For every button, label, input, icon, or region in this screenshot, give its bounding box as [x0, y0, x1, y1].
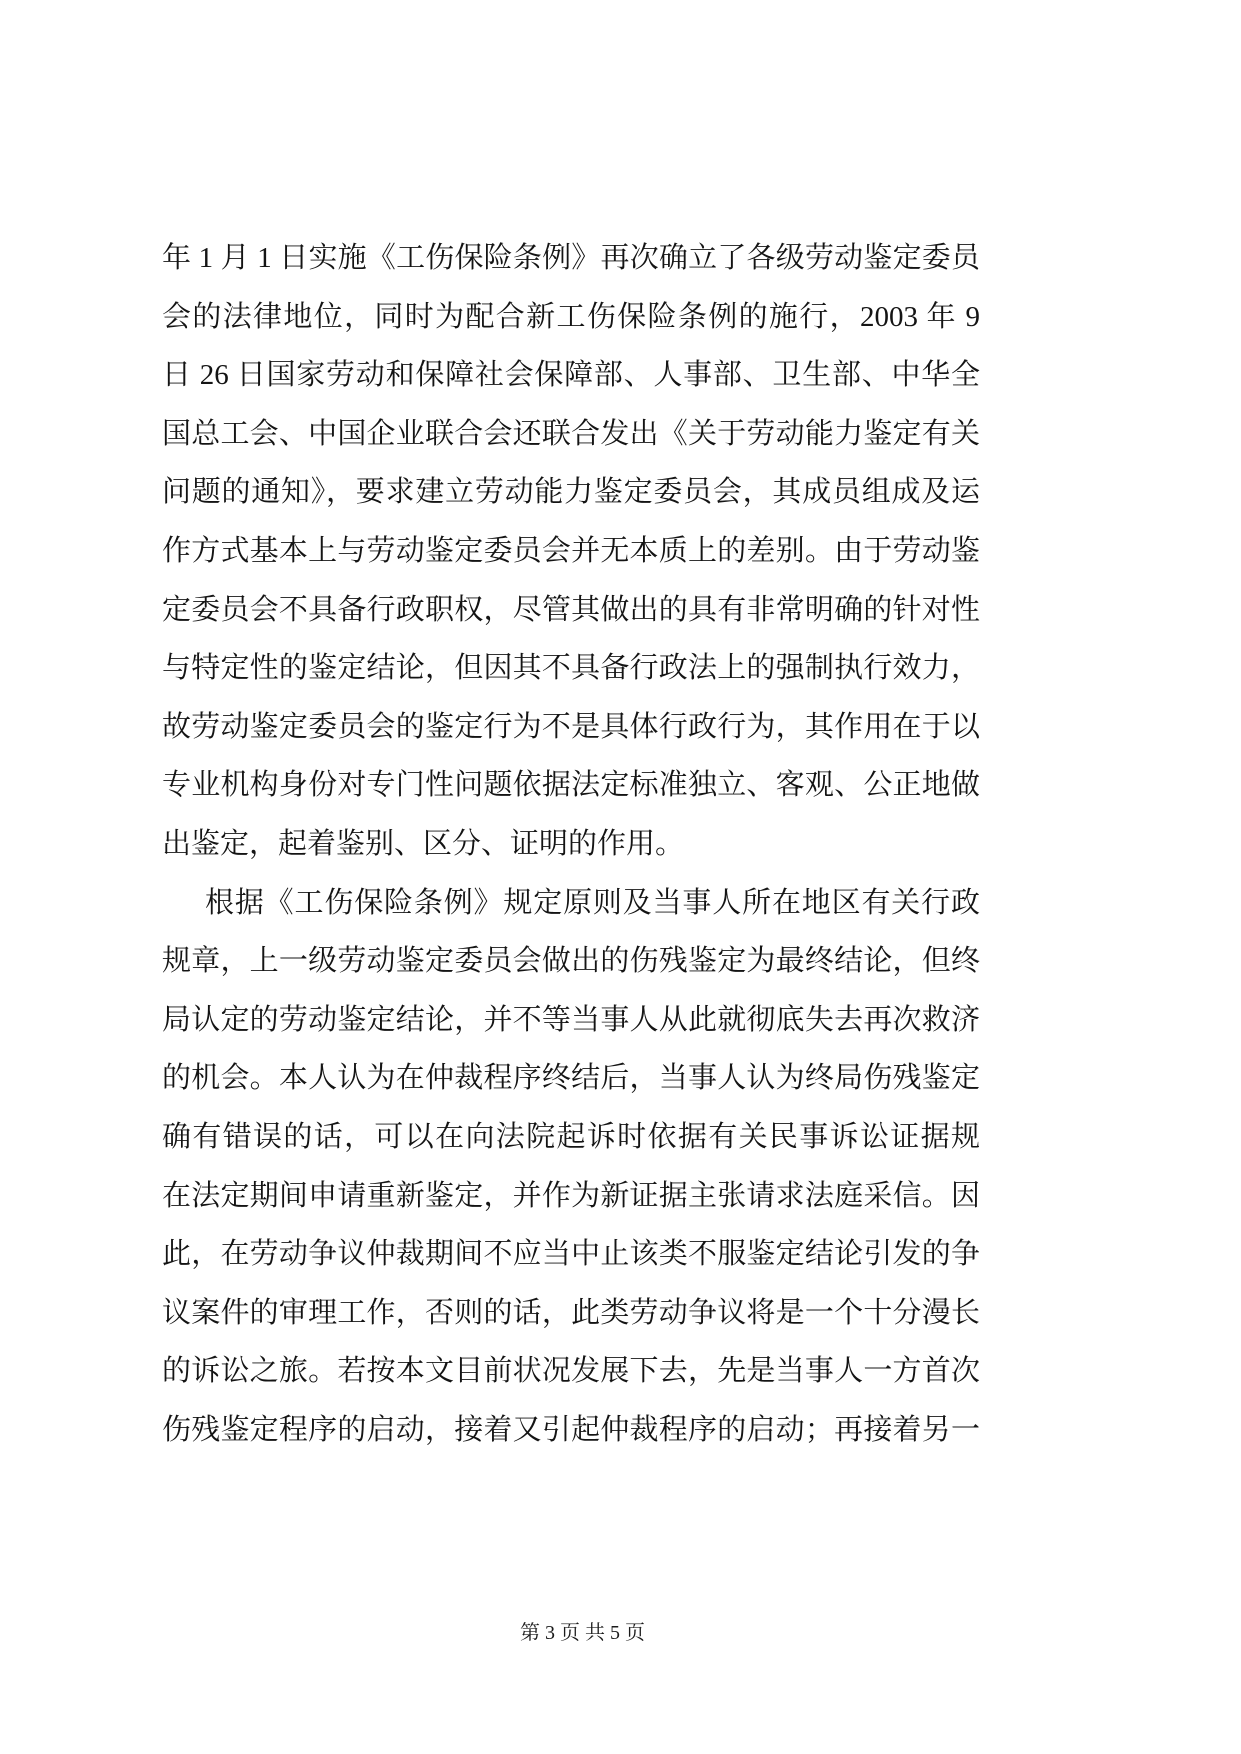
text-line: 规章，上一级劳动鉴定委员会做出的伤残鉴定为最终结论，但终: [162, 945, 980, 978]
text-line: 此，在劳动争议仲裁期间不应当中止该类不服鉴定结论引发的争: [162, 1238, 980, 1271]
text-line: 的机会。本人认为在仲裁程序终结后，当事人认为终局伤残鉴定: [162, 1062, 980, 1095]
text-line: 专业机构身份对专门性问题依据法定标准独立、客观、公正地做: [162, 769, 980, 802]
text-line: 日 26 日国家劳动和保障社会保障部、人事部、卫生部、中华全: [162, 359, 980, 392]
document-body: [162, 229, 980, 1459]
text-line: 确有错误的话，可以在向法院起诉时依据有关民事诉讼证据规: [162, 1120, 980, 1153]
text-line: 根据《工伤保险条例》规定原则及当事人所在地区有关行政: [205, 886, 980, 919]
text-line: 会的法律地位，同时为配合新工伤保险条例的施行，2003 年 9: [162, 300, 980, 333]
text-line: 故劳动鉴定委员会的鉴定行为不是具体行政行为，其作用在于以: [162, 710, 980, 743]
text-line: 作方式基本上与劳动鉴定委员会并无本质上的差别。由于劳动鉴: [162, 534, 980, 567]
text-line: 议案件的审理工作，否则的话，此类劳动争议将是一个十分漫长: [162, 1296, 980, 1329]
text-line: 伤残鉴定程序的启动，接着又引起仲裁程序的启动；再接着另一: [162, 1413, 980, 1446]
text-line: 定委员会不具备行政职权，尽管其做出的具有非常明确的针对性: [162, 593, 980, 626]
text-line: 出鉴定，起着鉴别、区分、证明的作用。: [162, 827, 685, 860]
page-number-footer: 第 3 页 共 5 页: [520, 1622, 645, 1644]
text-line: 的诉讼之旅。若按本文目前状况发展下去，先是当事人一方首次: [162, 1355, 980, 1388]
text-line: 在法定期间申请重新鉴定，并作为新证据主张请求法庭采信。因: [162, 1179, 980, 1212]
text-line: 年 1 月 1 日实施《工伤保险条例》再次确立了各级劳动鉴定委员: [162, 242, 980, 274]
text-line: 局认定的劳动鉴定结论，并不等当事人从此就彻底失去再次救济: [162, 1003, 980, 1036]
text-line: 国总工会、中国企业联合会还联合发出《关于劳动能力鉴定有关: [162, 417, 980, 450]
paragraph-2: [162, 874, 980, 1460]
text-line: 与特定性的鉴定结论，但因其不具备行政法上的强制执行效力，: [162, 652, 980, 685]
text-line: 问题的通知》，要求建立劳动能力鉴定委员会，其成员组成及运: [162, 476, 980, 509]
paragraph-1: [162, 229, 980, 874]
